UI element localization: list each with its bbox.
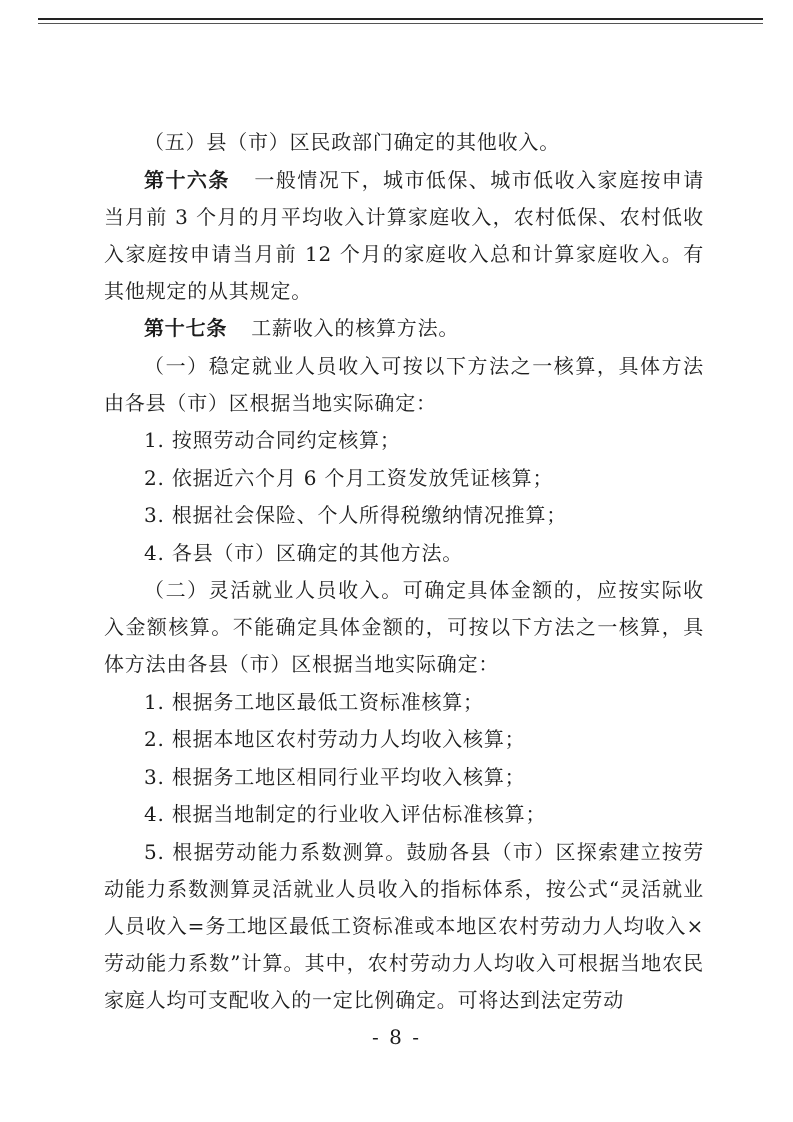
list-item-text: 3. 根据务工地区相同行业平均收入核算； [144, 764, 526, 789]
article-16-text: 一般情况下，城市低保、城市低收入家庭按申请当月前 3 个月的月平均收入计算家庭收入，农村低保、农村低收入家庭按申请当月前 12 个月的家庭收入总和计算家庭收入。有其他规定的从其规定。 [104, 167, 704, 303]
list-item-3 [104, 759, 704, 796]
list-item-text: 4. 根据当地制定的行业收入评估标准核算； [144, 802, 547, 826]
list-item-text: 5. 根据劳动能力系数测算。鼓励各县（市）区探索建立按劳动能力系数测算灵活就业人员收入的指标体系，按公式“灵活就业人员收入=务工地区最低工资标准或本地区农村劳动力人均收入×劳动能力系数”计算。其中，农村劳动力人均收入可根据当地农民家庭人均可支配收入的一定比例确定。可将达到法定劳动 [104, 839, 704, 1012]
article-16-title: 第十六条 [144, 167, 230, 192]
paragraph-text: （一）稳定就业人员收入可按以下方法之一核算，具体方法由各县（市）区根据当地实际确定： [104, 353, 704, 415]
list-item-2 [104, 721, 704, 758]
list-item-text: 2. 依据近六个月 6 个月工资发放凭证核算； [144, 465, 554, 490]
paragraph-text: （二）灵活就业人员收入。可确定具体金额的，应按实际收入金额核算。不能确定具体金额的，可按以下方法之一核算，具体方法由各县（市）区根据当地实际确定： [104, 578, 704, 676]
list-item-1 [104, 422, 704, 459]
list-item-text: 2. 根据本地区农村劳动力人均收入核算； [144, 727, 526, 751]
section-stable-employment [104, 348, 704, 422]
list-item-1 [104, 684, 704, 721]
paragraph-other-income [104, 124, 704, 161]
article-17 [104, 310, 704, 347]
list-item-2 [104, 460, 704, 497]
list-item-text: 1. 根据务工地区最低工资标准核算； [144, 689, 484, 714]
section-flexible-employment [104, 572, 704, 683]
top-border-line [38, 18, 763, 20]
article-17-text: 工薪收入的核算方法。 [251, 316, 460, 340]
document-body [104, 124, 704, 1019]
list-item-4 [104, 535, 704, 572]
article-17-title: 第十七条 [144, 316, 228, 340]
top-border-line-secondary [38, 23, 763, 24]
list-item-text: 1. 按照劳动合同约定核算； [144, 428, 401, 452]
paragraph-text: （五）县（市）区民政部门确定的其他收入。 [144, 130, 560, 154]
list-item-3 [104, 497, 704, 534]
list-item-5 [104, 834, 704, 1019]
list-item-text: 3. 根据社会保险、个人所得税缴纳情况推算； [144, 503, 568, 527]
list-item-text: 4. 各县（市）区确定的其他方法。 [144, 540, 464, 565]
list-item-4 [104, 796, 704, 833]
article-16 [104, 162, 704, 310]
page-number: - 8 - [372, 1025, 421, 1049]
